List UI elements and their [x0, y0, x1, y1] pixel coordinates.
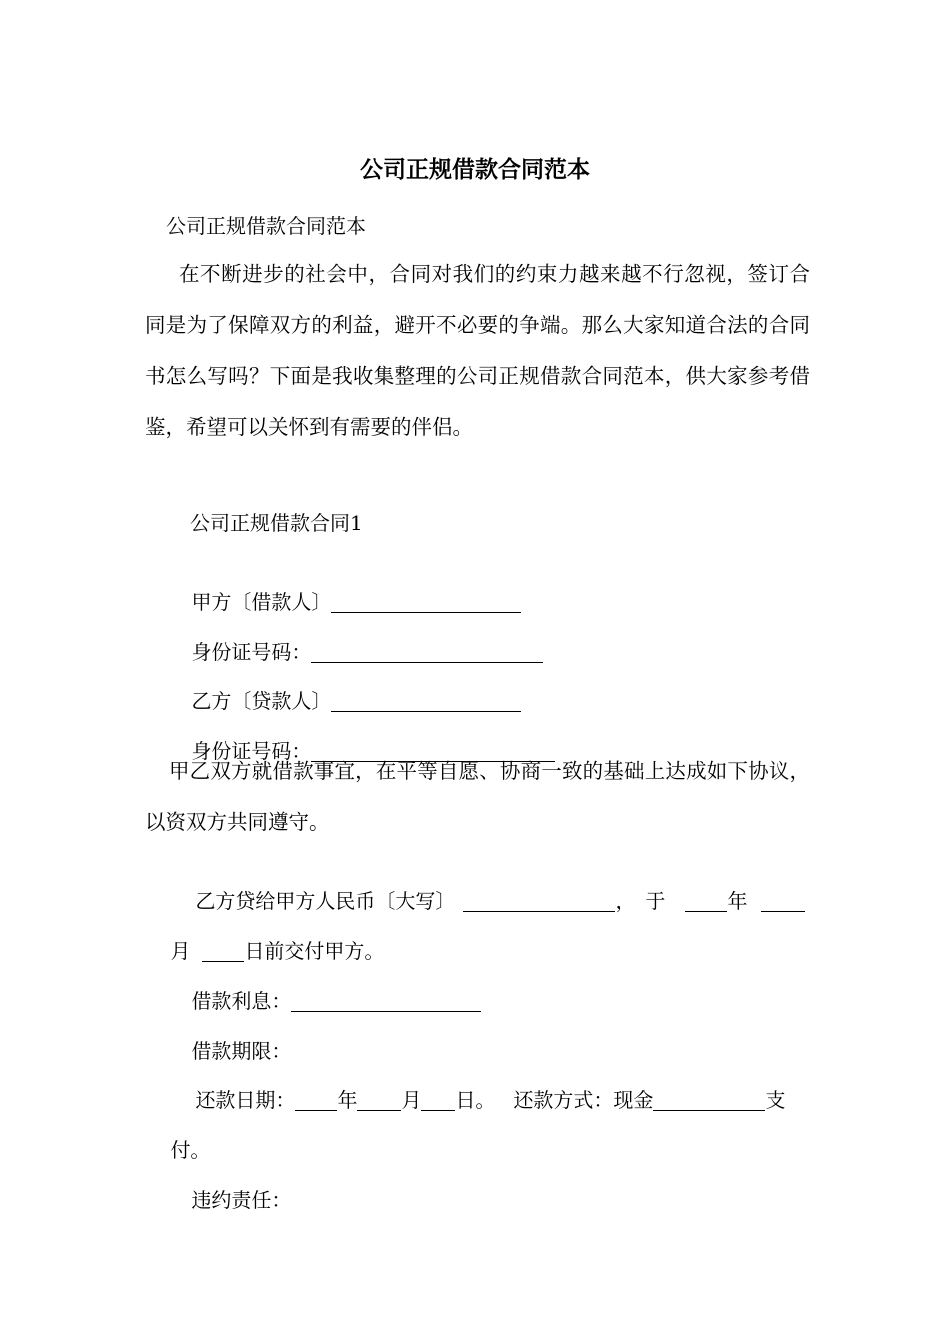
interest-label: 借款利息： [191, 989, 292, 1013]
loan-amount-label: 乙方贷给甲方人民币〔大写〕 [195, 889, 456, 913]
liability-label: 违约责任： [191, 1188, 292, 1212]
repay-month-blank[interactable] [357, 1088, 401, 1111]
loan-year-label: 年 [727, 889, 748, 913]
document-title: 公司正规借款合同范本 [360, 157, 590, 183]
loan-month-blank[interactable] [761, 889, 805, 912]
document-subtitle: 公司正规借款合同范本 [166, 214, 366, 238]
section-title-text: 公司正规借款合同1 [190, 511, 363, 535]
repay-method-blank[interactable] [653, 1088, 765, 1111]
repay-day-blank[interactable] [421, 1088, 455, 1111]
term-label: 借款期限： [191, 1039, 292, 1063]
party-b-label: 乙方〔贷款人〕 [191, 689, 332, 713]
loan-year-blank[interactable] [685, 889, 727, 912]
interest-blank[interactable] [291, 989, 481, 1012]
repay-method-suffix: 支 [765, 1088, 786, 1112]
section-title [190, 508, 363, 538]
repay-year-label: 年 [337, 1088, 358, 1112]
repay-row [170, 1055, 785, 1145]
party-a-label: 甲方〔借款人〕 [191, 590, 332, 614]
agreement-paragraph: 甲乙双方就借款事宜，在平等自愿、协商一致的基础上达成如下协议，以资双方共同遵守。 [145, 759, 810, 834]
liability-row [166, 1155, 291, 1245]
repay-method-label: 还款方式：现金 [513, 1088, 654, 1112]
intro-paragraph: 在不断进步的社会中，合同对我们的约束力越来越不行忽视，签订合同是为了保障双方的利益，避开不必要的争端。那么大家知道合法的合同书怎么写吗？下面是我收集整理的公司正规借款合同范本，供大家参考借鉴，希望可以关怀到有需要的伴侣。 [145, 262, 810, 439]
id-label-a: 身份证号码： [191, 640, 312, 664]
repay-date-label: 还款日期： [195, 1088, 296, 1112]
repay-line-2: 付。 [170, 1138, 211, 1162]
repay-day-label: 日。 [455, 1088, 496, 1112]
loan-delivery-text: 日前交付甲方。 [244, 939, 385, 963]
loan-month-label: 月 [170, 939, 191, 963]
repay-month-label: 月 [401, 1088, 422, 1112]
loan-amount-blank[interactable] [463, 889, 615, 912]
loan-date-prefix: ，于 [615, 889, 676, 913]
repay-year-blank[interactable] [295, 1088, 337, 1111]
id-label-b: 身份证号码： [191, 739, 312, 763]
